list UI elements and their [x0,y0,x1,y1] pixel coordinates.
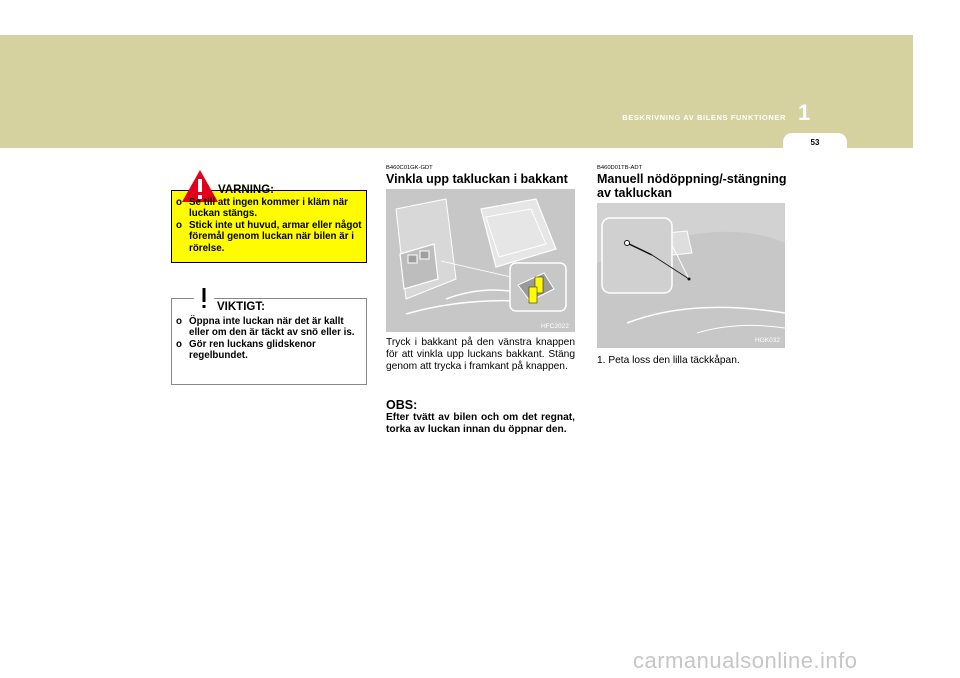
note-title: OBS: [386,398,418,412]
bullet-marker: o [176,219,182,231]
bullet-marker: o [176,338,182,350]
watermark-text: carmanualsonline.info [633,648,858,673]
section-code: B460D01TB-ADT [597,165,643,171]
warning-item-text: Se till att ingen kommer i kläm när luckan stängs. [189,197,348,220]
section-body: Tryck i bakkant på den vänstra knappen för att vinkla upp luckans bakkant. Stäng genom att trycka i framkant på knappen. [386,337,575,372]
header-band [0,35,913,148]
important-list [176,316,366,362]
page-number: 53 [810,138,820,147]
important-title: VIKTIGT: [217,301,265,313]
warning-item [176,220,366,254]
chapter-title: BESKRIVNING AV BILENS FUNKTIONER [622,113,786,122]
bullet-marker: o [176,316,182,327]
warning-item-text: Stick inte ut huvud, armar eller något föremål genom luckan när bilen är i rörelse. [189,219,362,254]
roof-panel-figure [597,203,785,348]
warning-list [176,197,366,254]
important-item [176,339,366,362]
sunroof-switch-figure [386,189,575,332]
important-item [176,316,366,339]
important-item-text: Öppna inte luckan när det är kallt eller om den är täckt av snö eller is. [189,316,355,339]
roof-panel-illustration [597,203,785,348]
note-text: Efter tvätt av bilen och om det regnat, torka av luckan innan du öppnar den. [386,412,575,435]
section-title: Manuell nödöppning/-stängning av takluckan [597,172,787,200]
figure-label: HFC2022 [541,323,569,330]
warning-title: VARNING: [218,184,275,196]
bullet-marker: o [176,197,182,208]
sunroof-switch-illustration [386,189,575,332]
step-text: 1. Peta loss den lilla täckkåpan. [597,355,740,366]
warning-item [176,197,366,220]
section-title: Vinkla upp takluckan i bakkant [386,172,568,186]
figure-label: HGK032 [755,337,780,344]
important-item-text: Gör ren luckans glidskenor regelbundet. [189,338,316,362]
chapter-number: 1 [798,100,811,125]
section-code: B460C01GK-GDT [386,165,433,171]
